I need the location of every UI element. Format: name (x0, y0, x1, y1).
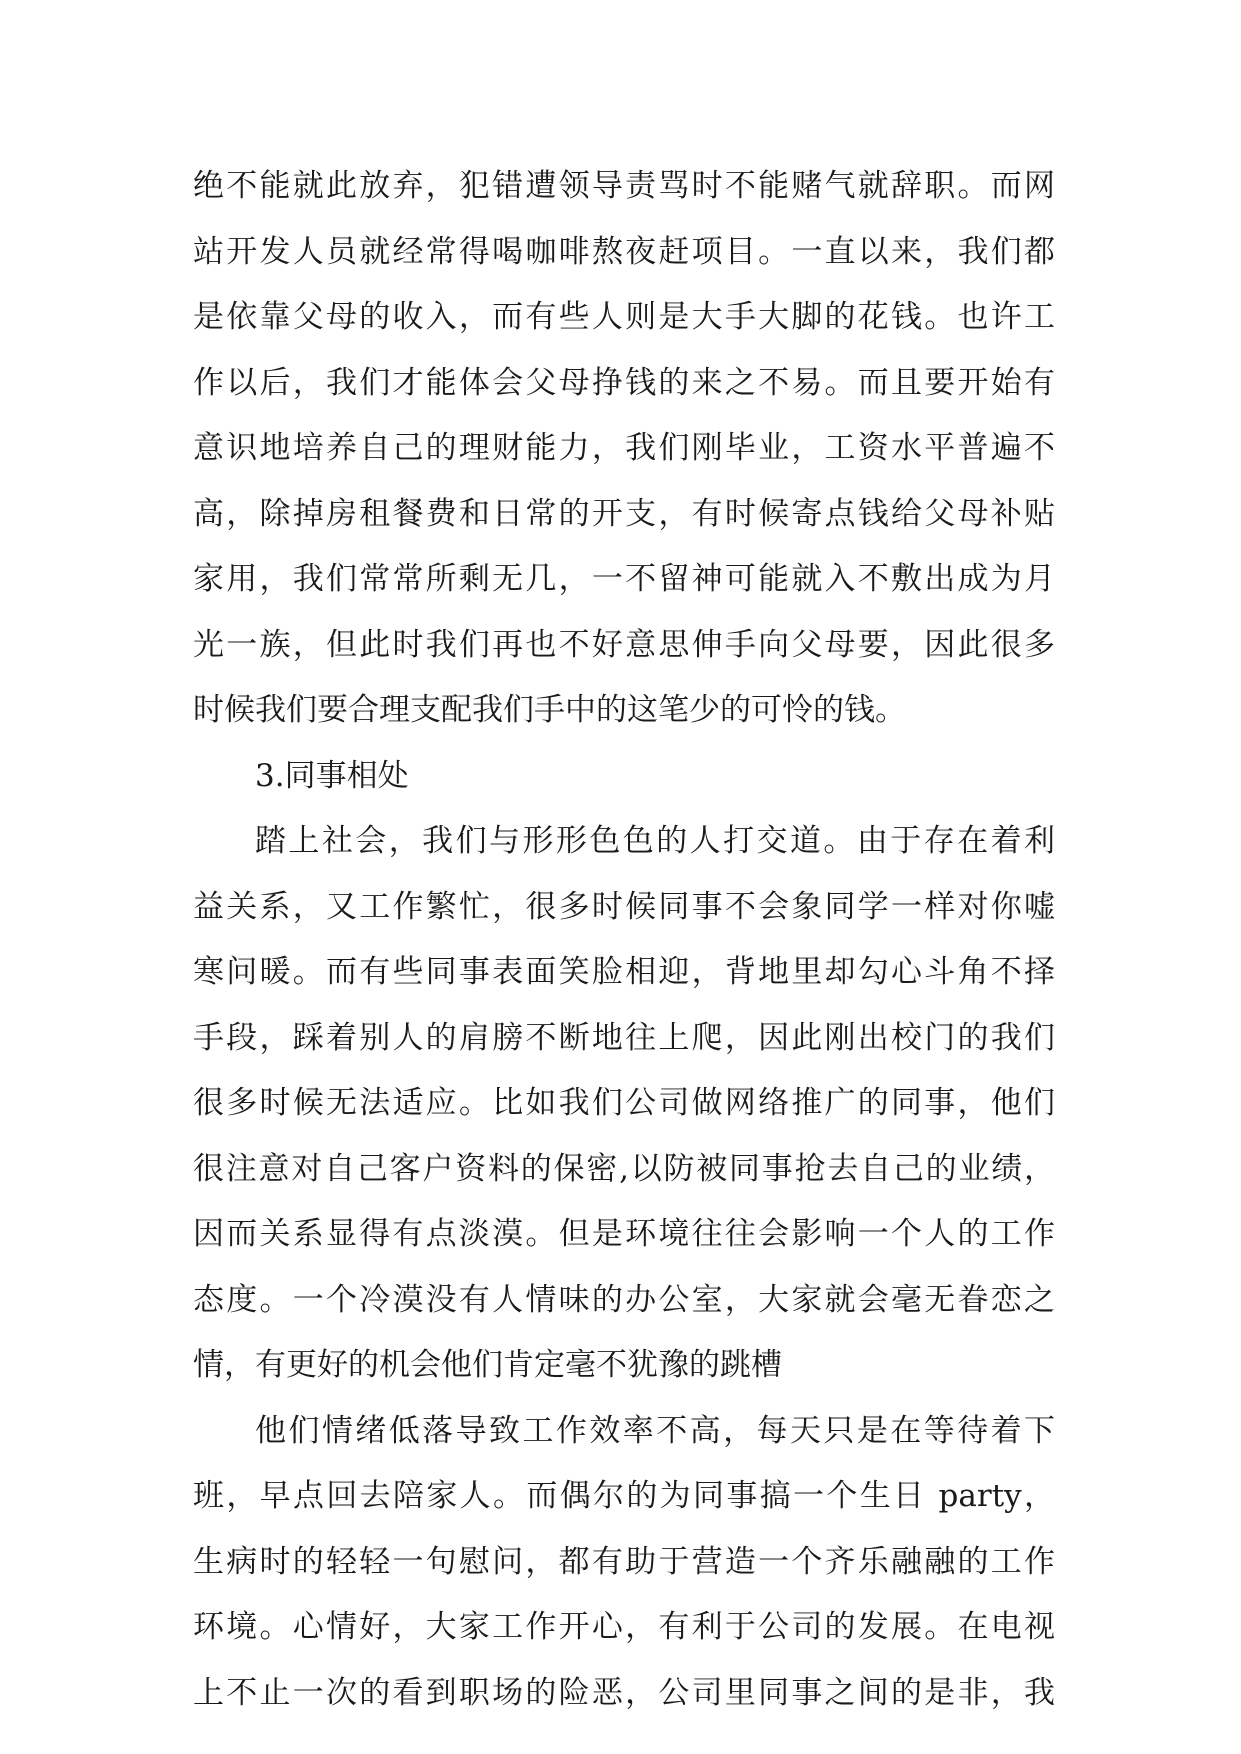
text-line: 手段，踩着别人的肩膀不断地往上爬，因此刚出校门的我们 (193, 1019, 1055, 1056)
text-line: 环境。心情好，大家工作开心，有利于公司的发展。在电视 (193, 1609, 1055, 1645)
text-line: 站开发人员就经常得喝咖啡熬夜赶项目。一直以来，我们都 (193, 233, 1055, 270)
text-line: 他们情绪低落导致工作效率不高，每天只是在等待着下 (255, 1412, 1055, 1449)
text-line: 意识地培养自己的理财能力，我们刚毕业，工资水平普遍不 (193, 430, 1055, 466)
text-line: 作以后，我们才能体会父母挣钱的来之不易。而且要开始有 (193, 364, 1055, 401)
text-line: 时候我们要合理支配我们手中的这笔少的可怜的钱。 (193, 692, 906, 728)
body-text (193, 154, 1055, 1726)
text-line: 高，除掉房租餐费和日常的开支，有时候寄点钱给父母补贴 (193, 495, 1055, 532)
text-line: 寒问暖。而有些同事表面笑脸相迎，背地里却勾心斗角不择 (193, 954, 1055, 990)
text-line: 是依靠父母的收入，而有些人则是大手大脚的花钱。也许工 (193, 299, 1055, 335)
text-line: 绝不能就此放弃，犯错遭领导责骂时不能赌气就辞职。而网 (193, 168, 1055, 204)
text-line: 情，有更好的机会他们肯定毫不犹豫的跳槽 (193, 1347, 782, 1383)
text-line: 上不止一次的看到职场的险恶，公司里同事之间的是非，我 (193, 1674, 1055, 1711)
section-heading: 3.同事相处 (255, 757, 409, 794)
text-line: 很多时候无法适应。比如我们公司做网络推广的同事，他们 (193, 1085, 1055, 1121)
text-line: 光一族，但此时我们再也不好意思伸手向父母要，因此很多 (193, 626, 1055, 663)
text-line: 家用，我们常常所剩无几，一不留神可能就入不敷出成为月 (193, 561, 1055, 597)
text-line: 生病时的轻轻一句慰问，都有助于营造一个齐乐融融的工作 (193, 1543, 1055, 1580)
text-line: 益关系，又工作繁忙，很多时候同事不会象同学一样对你嘘 (193, 888, 1055, 925)
text-line: 踏上社会，我们与形形色色的人打交道。由于存在着利 (255, 823, 1055, 859)
text-line: 态度。一个冷漠没有人情味的办公室，大家就会毫无眷恋之 (193, 1281, 1055, 1318)
text-line: 班，早点回去陪家人。而偶尔的为同事搞一个生日 party， (193, 1478, 1055, 1514)
text-line: 因而关系显得有点淡漠。但是环境往往会影响一个人的工作 (193, 1216, 1055, 1252)
text-line: 很注意对自己客户资料的保密,以防被同事抢去自己的业绩， (193, 1150, 1055, 1187)
